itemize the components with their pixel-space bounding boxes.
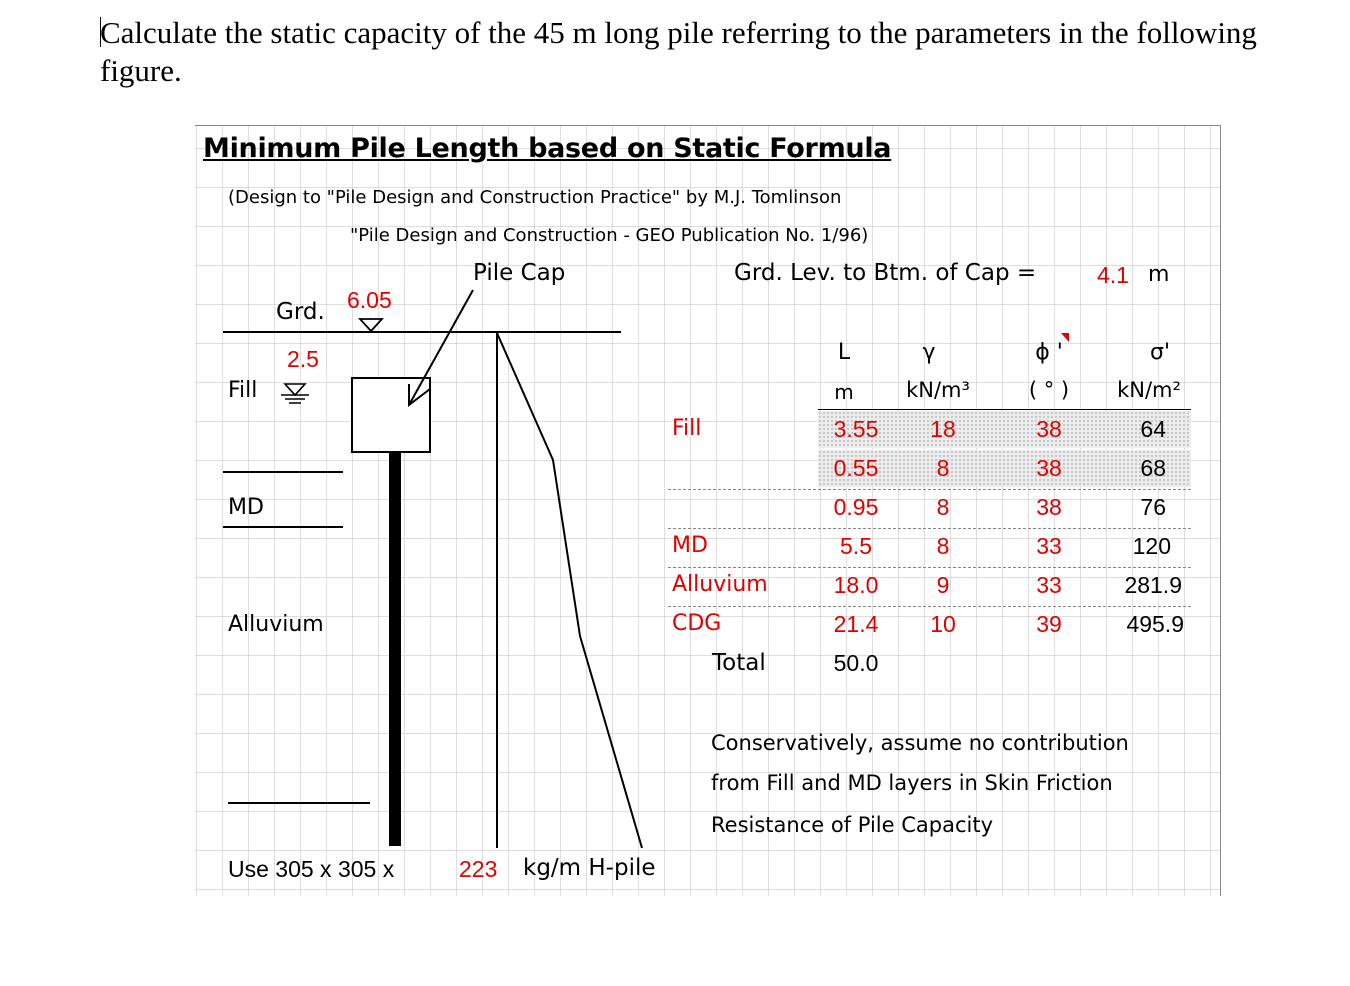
cell-length: 3.55: [833, 416, 879, 442]
header-friction-angle: ϕ ': [1035, 340, 1063, 365]
unit-friction-angle: ( ° ): [1028, 378, 1070, 402]
row-separator: [668, 606, 1191, 607]
table-header-rule: [818, 409, 1191, 410]
note-line-2: from Fill and MD layers in Skin Friction: [711, 771, 1113, 795]
cell-effective-stress: 495.9: [1126, 611, 1184, 637]
stress-profile-curve: [497, 333, 642, 848]
ground-label: Grd.: [276, 299, 325, 325]
cell-length: 5.5: [840, 533, 872, 559]
note-line-1: Conservatively, assume no contribution: [711, 731, 1129, 755]
cell-unit-weight: 8: [936, 494, 950, 520]
pile-section-weight: 223: [459, 856, 498, 882]
note-line-3: Resistance of Pile Capacity: [711, 813, 993, 837]
pile-cap-leader: [409, 290, 473, 405]
ground-level-value: 4.1: [1097, 262, 1129, 288]
row-separator: [668, 489, 1191, 490]
layer-label-alluvium: Alluvium: [672, 572, 768, 597]
row-separator: [668, 528, 1191, 529]
unit-effective-stress: kN/m²: [1117, 378, 1181, 402]
ground-level-unit: m: [1148, 262, 1170, 287]
pile-section-text: Use 305 x 305 x: [228, 856, 395, 882]
pile-section-unit: kg/m H-pile: [523, 855, 656, 881]
cell-friction-angle: 33: [1036, 572, 1062, 598]
cell-friction-angle: 38: [1036, 494, 1062, 520]
cell-unit-weight: 8: [936, 455, 950, 481]
reference-line-2: "Pile Design and Construction - GEO Publication No. 1/96): [350, 225, 869, 246]
cell-length: 21.4: [833, 611, 879, 637]
ground-level-label: Grd. Lev. to Btm. of Cap =: [734, 260, 1037, 286]
profile-fill-label: Fill: [228, 378, 258, 403]
reference-line-1: (Design to "Pile Design and Construction Practice" by M.J. Tomlinson: [228, 187, 842, 208]
water-table-marker-icon: [281, 384, 309, 403]
profile-alluvium-label: Alluvium: [228, 612, 324, 637]
total-label: Total: [712, 650, 766, 676]
cell-effective-stress: 76: [1140, 494, 1166, 520]
cell-friction-angle: 39: [1036, 611, 1062, 637]
row-separator: [668, 567, 1191, 568]
unit-length: m: [834, 380, 854, 404]
ground-elevation-value: 6.05: [347, 287, 392, 313]
cell-effective-stress: 281.9: [1124, 572, 1182, 598]
layer-label-cdg: CDG: [672, 611, 722, 636]
layer-label-fill: Fill: [672, 416, 702, 441]
pile-cap-label: Pile Cap: [473, 260, 566, 286]
header-effective-stress: σ': [1150, 340, 1170, 365]
water-table-value: 2.5: [287, 346, 319, 372]
question-text: Calculate the static capacity of the 45 m long pile referring to the parameters in the following figure.: [100, 15, 1257, 88]
cell-unit-weight: 8: [936, 533, 950, 559]
cell-effective-stress: 64: [1140, 416, 1166, 442]
cell-unit-weight: 18: [930, 416, 956, 442]
cell-friction-angle: 33: [1036, 533, 1062, 559]
cell-friction-angle: 38: [1036, 455, 1062, 481]
profile-md-label: MD: [228, 495, 264, 520]
sheet-title: Minimum Pile Length based on Static Formula: [203, 133, 892, 164]
cell-length: 0.55: [833, 455, 879, 481]
header-length: L: [837, 340, 851, 365]
header-unit-weight: γ: [922, 340, 936, 365]
total-length-value: 50.0: [833, 650, 879, 676]
cell-unit-weight: 10: [930, 611, 956, 637]
ground-level-marker-icon: [360, 319, 382, 331]
cell-friction-angle: 38: [1036, 416, 1062, 442]
cell-length: 0.95: [833, 494, 879, 520]
unit-unit-weight: kN/m³: [906, 378, 970, 402]
cell-effective-stress: 68: [1140, 455, 1166, 481]
cell-unit-weight: 9: [936, 572, 950, 598]
cell-effective-stress: 120: [1132, 533, 1171, 559]
layer-label-md: MD: [672, 533, 708, 558]
cell-length: 18.0: [833, 572, 879, 598]
